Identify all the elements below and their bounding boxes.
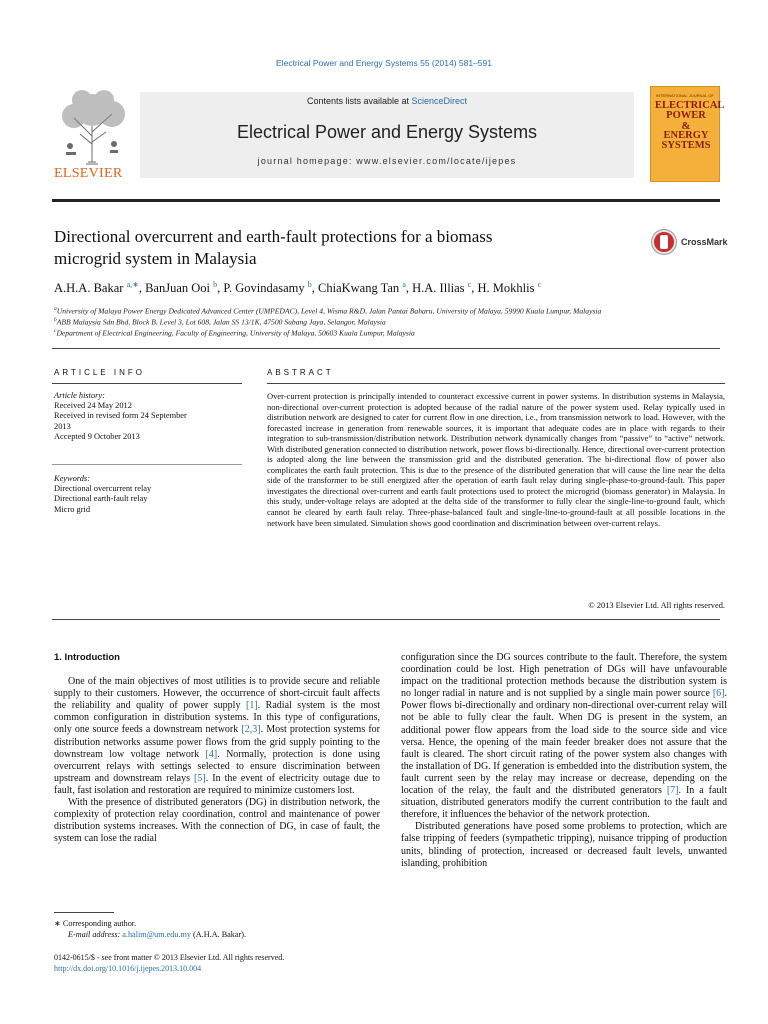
author-affiliation-marker[interactable]: c bbox=[467, 280, 472, 289]
paragraph: One of the main objectives of most utilities is to provide secure and reliable supply to their customers. However, the occurrence of short-circuit fault affects the reliability and quality of power supply [1]. Radial system is the most common configuration in distribution systems. In this type of configurations, only one source feeds a downstream network [2,3]. Most protection systems for distribution networks assume power flows from the grid supply pointing to the downstream low voltage network [4]. Normally, protection is done using overcurrent relays with settings selected to ensure discrimination between upstream and downstream relays [5]. In the event of electricity outage due to fault, fast isolation and restoration are required to minimize customers lost. bbox=[54, 676, 381, 796]
history-item: Accepted 9 October 2013 bbox=[54, 431, 140, 441]
article-info-divider bbox=[52, 383, 242, 384]
paragraph: configuration since the DG sources contribute to the fault. Therefore, the system coordination could be lost. High penetration of DGs will have unfavourable impact on the traditional protection methods because the distribution system is no longer radial in nature and is not supplied by a single main power source [6]. Power flows bi-directionally and ordinary non-directional over-current relay will not be able to fully clear the fault. When DG is present in the system, an additional power flow appears from the load side to the source side and vice versa. Hence, the opening of the main feeder breaker does not assure that the fault is cleared. The short circuit rating of the power system also changes with the installation of DG. If generation is embedded into the distribution system, the fault current seen by the relay may increase or decrease, depending on the location of the relay, the fault and the distributed generators [7]. In a fault situation, distributed generators modify the current contribution to the fault and therefore, it influences the behavior of the network protection. bbox=[401, 652, 727, 821]
footnote bbox=[54, 918, 384, 940]
keywords-divider bbox=[52, 464, 242, 465]
author-name[interactable]: H. Mokhlis bbox=[477, 281, 535, 296]
citation-link[interactable]: [4] bbox=[205, 748, 218, 760]
journal-citation-link[interactable]: Electrical Power and Energy Systems 55 (2014) 581–591 bbox=[276, 58, 492, 68]
affiliation-marker: b bbox=[54, 317, 57, 323]
author-name[interactable]: BanJuan Ooi bbox=[145, 281, 211, 296]
title-line-1: Directional overcurrent and earth-fault protections for a biomass bbox=[54, 227, 493, 246]
affiliation-marker: c bbox=[54, 328, 57, 334]
issn-line: 0142-0615/$ - see front matter © 2013 Elsevier Ltd. All rights reserved. bbox=[54, 953, 285, 962]
citation-link[interactable]: [1] bbox=[245, 700, 258, 712]
affiliation-divider bbox=[52, 348, 720, 349]
keywords-block bbox=[54, 474, 254, 515]
abstract-bottom-divider bbox=[52, 619, 720, 620]
cover-line-2: POWER bbox=[666, 110, 706, 121]
author-affiliation-marker[interactable]: b bbox=[213, 280, 218, 289]
footnote-rule bbox=[54, 912, 114, 913]
section-heading-introduction: 1. Introduction bbox=[54, 652, 120, 663]
history-label: Article history: bbox=[54, 391, 105, 400]
contents-prefix: Contents lists available at bbox=[306, 96, 412, 106]
affiliation-marker: a bbox=[54, 306, 57, 312]
doi-link[interactable]: http://dx.doi.org/10.1016/j.ijepes.2013.10.004 bbox=[54, 964, 202, 973]
affiliation-a bbox=[54, 306, 754, 316]
journal-masthead bbox=[52, 86, 725, 182]
author-affiliation-marker[interactable]: a,∗ bbox=[126, 280, 139, 289]
cover-line-5: SYSTEMS bbox=[661, 140, 711, 151]
author-email-link[interactable]: a.halim@um.edu.my bbox=[122, 930, 191, 939]
article-identifiers bbox=[54, 952, 384, 974]
masthead-divider bbox=[52, 199, 720, 202]
keyword-item: Directional overcurrent relay bbox=[54, 484, 152, 494]
author-name[interactable]: P. Govindasamy bbox=[223, 281, 305, 296]
title-line-2: microgrid system in Malaysia bbox=[54, 249, 257, 268]
corresponding-author-note: ∗ Corresponding author. bbox=[54, 919, 137, 928]
author-affiliation-marker[interactable]: c bbox=[537, 280, 542, 289]
article-title bbox=[54, 226, 614, 270]
cover-title bbox=[655, 100, 725, 151]
history-item: Received 24 May 2012 bbox=[54, 401, 132, 411]
affiliation-text: University of Malaya Power Energy Dedicated Advanced Center (UMPEDAC), Level 4, Wisma R&D, Jalan Pantai Baharu, University of Malaya, 59990 Kuala Lumpur, Malaysia bbox=[56, 306, 602, 316]
crossmark-label: CrossMark bbox=[681, 237, 728, 247]
affiliation-b bbox=[54, 317, 754, 327]
citation-link[interactable]: [2,3] bbox=[241, 724, 261, 736]
abstract-divider bbox=[267, 383, 725, 384]
journal-title: Electrical Power and Energy Systems bbox=[236, 122, 538, 142]
citation-link[interactable]: [7] bbox=[666, 785, 679, 797]
abstract-text: Over-current protection is principally intended to counteract excessive current in power systems. In distribution systems in Malaysia, non-directional over-current protection is adopted because of the radial nature of the power system used. Relay typically used in distribution network are designed to cater for current flow in one direction, i.e., from transmission network to load. However, with the forecasted increase in generation from renewable sources, it is important that adequate codes are in place with regards to their integration to sub-transmission/distribution network. Distribution network dynamically changes from “passive” to “active” network. With distributed generation connected to distribution network, power flows bi-directionally. Hence, directional over-current protection is adopted along the line between the transmission grid and the distributed generation. The bi-directional flow of power also complicates the earth fault protection. This is due to the presence of the distributed generation that will cause the line near the delta side of the transformer to be still energized after the operation of earth fault relay during single-phase-to-ground-fault. This paper investigates the directional over-current and earth fault protections used to protect the microgrid (biomass generator) in Malaysia. In this study, under-voltage relays are adopted at the delta side of the transformer to fully clear the single-line-to-ground fault, which cannot be cleared by earth fault relay. Three-phase-balanced fault and single-line-to-ground-fault at all possible locations in the network have been simulated. Simulation shows good coordination and discrimination between over-current relays. bbox=[267, 391, 725, 528]
email-label: E-mail address: bbox=[68, 930, 123, 939]
affiliation-c bbox=[54, 328, 754, 338]
elsevier-tree-icon bbox=[52, 86, 134, 166]
body-left-column bbox=[54, 652, 380, 845]
email-suffix: (A.H.A. Bakar). bbox=[191, 930, 247, 939]
paragraph: Distributed generations have posed some problems to protection, which are false tripping of feeders (sympathetic tripping), nuisance tripping of production units, blinding of protection, increased or decreased fault levels, unwanted islanding, prohibition bbox=[401, 821, 727, 869]
author-affiliation-marker[interactable]: b bbox=[307, 280, 312, 289]
publisher-name: ELSEVIER bbox=[54, 166, 123, 181]
crossmark-icon bbox=[652, 230, 676, 254]
crossmark-button[interactable] bbox=[652, 230, 732, 256]
keywords-label: Keywords: bbox=[54, 474, 90, 483]
cover-subtitle: INTERNATIONAL JOURNAL OF bbox=[656, 93, 714, 98]
article-history bbox=[54, 391, 254, 442]
elsevier-tree-logo[interactable] bbox=[52, 86, 134, 182]
abstract-heading: ABSTRACT bbox=[267, 368, 334, 377]
citation-link[interactable]: [6] bbox=[712, 688, 725, 700]
journal-homepage-link[interactable]: journal homepage: www.elsevier.com/locate/ijepes bbox=[257, 156, 517, 166]
cover-line-3: & bbox=[681, 120, 691, 132]
author-name[interactable]: A.H.A. Bakar bbox=[54, 281, 124, 296]
paragraph: With the presence of distributed generators (DG) in distribution network, the complexity of protection relay coordination, control and maintenance of power distribution systems increases. With the connection of DG, in case of fault, the system can lose the radial bbox=[54, 797, 380, 845]
history-item: 2013 bbox=[54, 421, 71, 431]
author-name[interactable]: H.A. Illias bbox=[412, 281, 465, 296]
journal-banner bbox=[140, 92, 634, 178]
affiliation-text: Department of Electrical Engineering, Faculty of Engineering, University of Malaya, 50603 Kuala Lumpur, Malaysia bbox=[56, 328, 415, 338]
abstract-copyright: © 2013 Elsevier Ltd. All rights reserved. bbox=[588, 601, 725, 610]
author-list: A.H.A. Bakar $^{a,∗}$, BanJuan Ooi $^b$, P. Govindasamy $^b$, ChiaKwang Tan $^a$, H.A. Illias $^c$, H. Mokhlis $^c$ bbox=[54, 280, 542, 296]
sciencedirect-link[interactable]: ScienceDirect bbox=[411, 96, 468, 106]
body-right-column bbox=[401, 652, 727, 870]
cover-line-1: ELECTRICAL bbox=[655, 100, 725, 111]
journal-cover-thumbnail[interactable] bbox=[650, 86, 725, 182]
keyword-item: Micro grid bbox=[54, 504, 91, 514]
author-name[interactable]: ChiaKwang Tan bbox=[318, 281, 400, 296]
contents-line bbox=[140, 96, 634, 106]
article-info-heading: ARTICLE INFO bbox=[54, 368, 145, 377]
cover-line-4: ENERGY bbox=[663, 130, 709, 141]
affiliation-text: ABB Malaysia Sdn Bhd, Block B, Level 3, Lot 608, Jalan SS 13/1K, 47500 Subang Jaya, Selangor, Malaysia bbox=[56, 317, 386, 327]
citation-link[interactable]: [5] bbox=[194, 772, 206, 784]
keyword-item: Directional earth-fault relay bbox=[54, 494, 148, 504]
author-affiliation-marker[interactable]: a bbox=[402, 280, 406, 289]
email-line bbox=[54, 929, 384, 940]
history-item: Received in revised form 24 September bbox=[54, 411, 187, 421]
